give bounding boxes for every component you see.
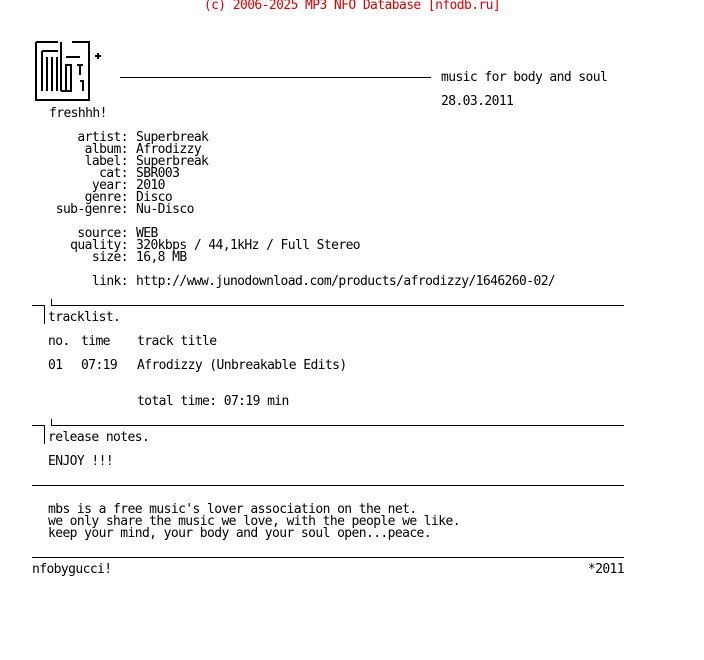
tech-label: size: — [91, 250, 128, 265]
group-tag: freshhh! — [49, 106, 107, 121]
footer-credit: nfobygucci! — [32, 562, 112, 577]
footer-divider — [32, 557, 624, 558]
section-divider — [51, 305, 624, 306]
section-divider — [51, 425, 624, 426]
release-notes-title: release notes. — [48, 430, 150, 445]
tech-value: 16,8 MB — [136, 250, 187, 265]
info-label: album: — [84, 142, 128, 157]
about-line: mbs is a free music's lover association on the net. — [48, 502, 417, 517]
tracklist-header-time: time — [81, 334, 110, 349]
tech-value: 320kbps / 44,1kHz / Full Stereo — [136, 238, 361, 253]
info-label: sub-genre: — [55, 202, 128, 217]
section-divider — [32, 425, 44, 426]
about-line: we only share the music we love, with the people we like. — [48, 514, 460, 529]
track-title: Afrodizzy (Unbreakable Edits) — [137, 358, 347, 373]
section-bracket — [44, 305, 45, 324]
info-value: Superbreak — [136, 130, 209, 145]
link-label: link: — [91, 274, 128, 289]
info-label: label: — [84, 154, 128, 169]
tech-value: WEB — [136, 226, 158, 241]
total-time: total time: 07:19 min — [137, 394, 289, 409]
section-bracket — [44, 425, 45, 444]
info-value: Superbreak — [136, 154, 209, 169]
info-value: Nu-Disco — [136, 202, 194, 217]
mbs-logo-icon — [35, 41, 107, 101]
info-value: Disco — [136, 190, 173, 205]
release-notes-text: ENJOY !!! — [48, 454, 114, 469]
info-label: genre: — [84, 190, 128, 205]
info-label: artist: — [77, 130, 128, 145]
tracklist-header-no: no. — [48, 334, 70, 349]
about-line: keep your mind, your body and your soul open...peace. — [48, 526, 432, 541]
track-time: 07:19 — [81, 358, 118, 373]
footer-year: *2011 — [587, 562, 624, 577]
track-no: 01 — [48, 358, 63, 373]
info-value: 2010 — [136, 178, 165, 193]
tech-label: quality: — [70, 238, 128, 253]
section-divider — [32, 305, 44, 306]
link-url[interactable]: http://www.junodownload.com/products/afrodizzy/1646260-02/ — [136, 274, 556, 289]
info-value: SBR003 — [136, 166, 180, 181]
tracklist-header-title: track title — [137, 334, 217, 349]
about-divider — [32, 485, 624, 486]
tagline: music for body and soul — [441, 70, 608, 85]
copyright-header: (c) 2006-2025 MP3 NFO Database [nfodb.ru] — [203, 0, 501, 13]
info-value: Afrodizzy — [136, 142, 202, 157]
info-label: year: — [91, 178, 128, 193]
tech-label: source: — [77, 226, 128, 241]
release-date: 28.03.2011 — [441, 94, 514, 109]
tracklist-title: tracklist. — [48, 310, 121, 325]
header-rule — [120, 77, 431, 78]
info-label: cat: — [99, 166, 128, 181]
